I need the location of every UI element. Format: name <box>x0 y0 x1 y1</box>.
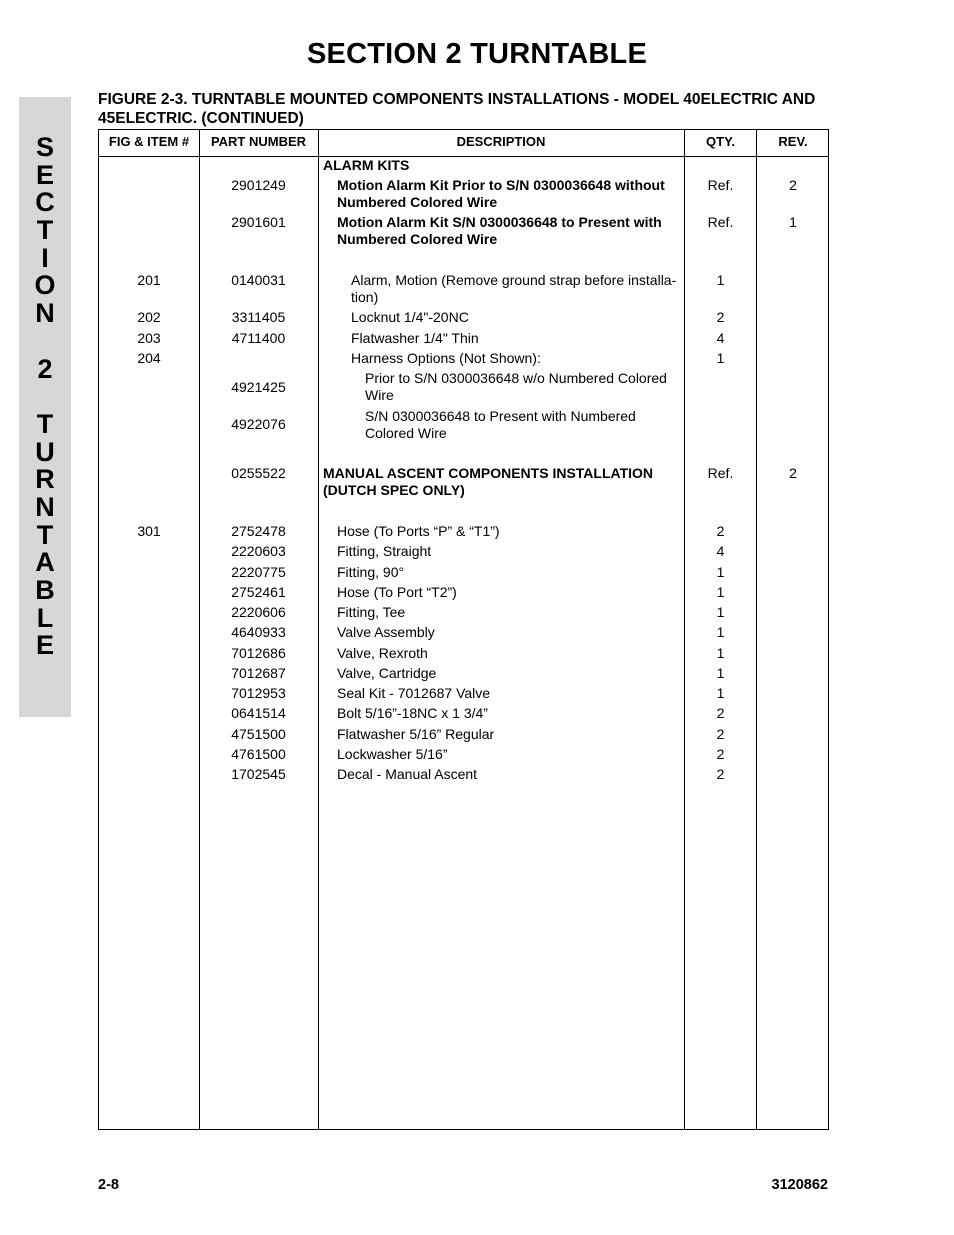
parts-table <box>98 129 829 1130</box>
side-tab-letter: E <box>35 159 54 190</box>
description: Harness Options (Not Shown): <box>351 350 541 366</box>
quantity: 2 <box>716 309 725 325</box>
header-rev: REV. <box>778 134 808 149</box>
quantity: 2 <box>716 523 725 539</box>
side-tab-letter: S <box>35 132 54 162</box>
column-divider <box>318 130 319 1129</box>
side-tab-letter: L <box>36 602 54 633</box>
part-number: 7012687 <box>231 665 286 681</box>
page-title: SECTION 2 TURNTABLE <box>307 38 647 70</box>
part-number: 4751500 <box>231 726 286 742</box>
part-number: 7012686 <box>231 645 286 661</box>
part-number: 2220606 <box>231 604 286 620</box>
part-number: 2752478 <box>231 523 286 539</box>
quantity: 1 <box>716 645 725 661</box>
fig-item-number: 201 <box>137 272 161 288</box>
header-qty: QTY. <box>706 134 735 149</box>
part-number: 2220775 <box>231 564 286 580</box>
quantity: 2 <box>716 726 725 742</box>
header-part-number: PART NUMBER <box>210 134 307 149</box>
side-tab-letter: I <box>41 242 49 273</box>
quantity: 4 <box>716 330 725 346</box>
description: Fitting, 90° <box>337 564 405 580</box>
description: Fitting, Straight <box>337 543 432 559</box>
side-tab-letter: B <box>35 575 55 605</box>
part-number: 0140031 <box>231 272 286 288</box>
description: Valve Assembly <box>337 624 435 640</box>
side-tab-letter: A <box>35 547 55 578</box>
header-fig-item: FIG & ITEM # <box>108 134 190 149</box>
quantity: Ref. <box>707 214 734 230</box>
side-tab-letter: E <box>35 630 54 661</box>
fig-item-number: 202 <box>137 309 161 325</box>
side-tab-letter: N <box>35 491 55 522</box>
part-number: 4761500 <box>231 746 286 762</box>
description: Flatwasher 1/4" Thin <box>351 330 479 346</box>
fig-item-number: 203 <box>137 330 161 346</box>
quantity: 4 <box>716 543 725 559</box>
quantity: 1 <box>716 685 725 701</box>
quantity: Ref. <box>707 177 734 193</box>
header-description: DESCRIPTION <box>456 134 546 149</box>
section-side-tab <box>19 97 71 717</box>
figure-caption: FIGURE 2-3. TURNTABLE MOUNTED COMPONENTS INSTALLATIONS - MODEL 40ELECTRIC AND 45ELECTRIC. (CONTINUED) <box>98 91 816 127</box>
column-divider <box>756 130 757 1129</box>
part-number: 7012953 <box>231 685 286 701</box>
quantity: 2 <box>716 746 725 762</box>
fig-item-number: 301 <box>137 523 161 539</box>
revision: 2 <box>789 465 797 481</box>
quantity: 1 <box>716 564 725 580</box>
part-number: 4640933 <box>231 624 286 640</box>
description: MANUAL ASCENT COMPONENTS INSTALLATION (DUTCH SPEC ONLY) <box>323 465 654 498</box>
description: Bolt 5/16”-18NC x 1 3/4” <box>337 705 488 721</box>
description: Hose (To Ports “P” & “T1”) <box>337 523 500 539</box>
side-tab-letter: N <box>35 298 55 329</box>
description: Motion Alarm Kit Prior to S/N 0300036648 without Numbered Colored Wire <box>337 177 665 210</box>
section-heading: ALARM KITS <box>323 157 410 173</box>
side-tab-letter: C <box>35 187 55 218</box>
quantity: 1 <box>716 584 725 600</box>
fig-item-number: 204 <box>137 350 161 366</box>
quantity: 1 <box>716 272 725 288</box>
description: Prior to S/N 0300036648 w/o Numbered Colored Wire <box>365 370 667 403</box>
side-tab-letters <box>19 134 71 660</box>
revision: 2 <box>789 177 797 193</box>
revision: 1 <box>789 214 797 230</box>
description: Fitting, Tee <box>337 604 406 620</box>
side-tab-letter: T <box>36 215 54 246</box>
description: Valve, Rexroth <box>337 645 428 661</box>
part-number: 2901601 <box>231 214 286 230</box>
description: Alarm, Motion (Remove ground strap before installa-tion) <box>351 272 677 305</box>
quantity: 2 <box>716 705 725 721</box>
description: S/N 0300036648 to Present with Numbered Colored Wire <box>365 408 636 441</box>
description: Locknut 1/4"-20NC <box>351 309 469 325</box>
part-number: 2752461 <box>231 584 286 600</box>
quantity: 1 <box>716 624 725 640</box>
quantity: 1 <box>716 665 725 681</box>
part-number: 2220603 <box>231 543 286 559</box>
side-tab-letter: T <box>36 408 54 439</box>
quantity: 1 <box>716 604 725 620</box>
quantity: Ref. <box>707 465 734 481</box>
description: Hose (To Port “T2”) <box>337 584 457 600</box>
part-number: 4921425 <box>231 379 286 395</box>
description: Flatwasher 5/16” Regular <box>337 726 495 742</box>
part-number: 2901249 <box>231 177 286 193</box>
page-number: 2-8 <box>98 1177 119 1193</box>
part-number: 4922076 <box>231 416 286 432</box>
description: Seal Kit - 7012687 Valve <box>337 685 491 701</box>
quantity: 2 <box>716 766 725 782</box>
side-tab-letter: U <box>35 436 55 467</box>
side-tab-letter: 2 <box>37 353 53 384</box>
description: Valve, Cartridge <box>337 665 437 681</box>
part-number: 4711400 <box>231 330 286 346</box>
description: Lockwasher 5/16” <box>337 746 448 762</box>
part-number: 3311405 <box>231 309 286 325</box>
document-number: 3120862 <box>771 1177 828 1193</box>
part-number: 1702545 <box>231 766 286 782</box>
side-tab-letter: T <box>36 519 54 550</box>
part-number: 0255522 <box>231 465 286 481</box>
quantity: 1 <box>716 350 725 366</box>
description: Decal - Manual Ascent <box>337 766 478 782</box>
description: Motion Alarm Kit S/N 0300036648 to Present with Numbered Colored Wire <box>337 214 662 247</box>
side-tab-letter: O <box>34 270 56 301</box>
side-tab-letter: R <box>35 464 55 495</box>
part-number: 0641514 <box>231 705 286 721</box>
